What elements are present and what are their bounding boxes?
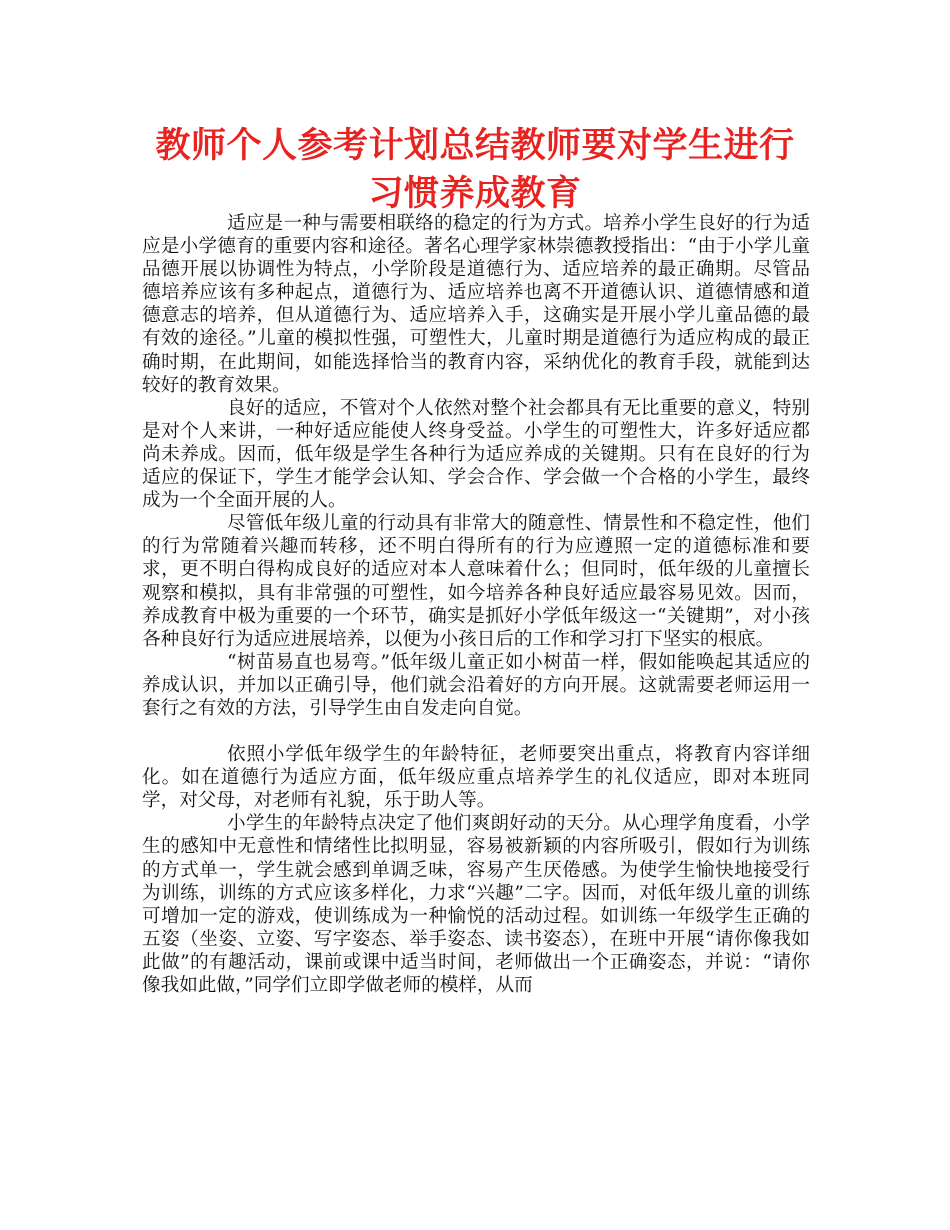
title-line-2: 习惯养成教育 — [368, 174, 582, 214]
paragraph: 小学生的年龄特点决定了他们爽朗好动的天分。从心理学角度看，小学生的感知中无意性和情绪性比拟明显，容易被新颖的内容所吸引，假如行为训练的方式单一，学生就会感到单调乏味，容易产生厌倦感。为使学生愉快地接受行为训练，训练的方式应该多样化，力求“兴趣”二字。因而，对低年级儿童的训练可增加一定的游戏，使训练成为一种愉悦的活动过程。如训练一年级学生正确的五姿（坐姿、立姿、写字姿态、举手姿态、读书姿态），在班中开展“请你像我如此做”的有趣活动，课前或课中适当时间，老师做出一个正确姿态，并说：“请你像我如此做，”同学们立即学做老师的模样，从而 — [142, 813, 810, 996]
paragraph: 良好的适应，不管对个人依然对整个社会都具有无比重要的意义，特别是对个人来讲，一种好适应能使人终身受益。小学生的可塑性大，许多好适应都尚未养成。因而，低年级是学生各种行为适应养成的关键期。只有在良好的行为适应的保证下，学生才能学会认知、学会合作、学会做一个合格的小学生，最终成为一个全面开展的人。 — [142, 397, 810, 512]
paragraph: 依照小学低年级学生的年龄特征，老师要突出重点，将教育内容详细化。如在道德行为适应方面，低年级应重点培养学生的礼仪适应，即对本班同学，对父母，对老师有礼貌，乐于助人等。 — [142, 744, 810, 812]
document-body — [142, 212, 810, 997]
paragraph: 适应是一种与需要相联络的稳定的行为方式。培养小学生良好的行为适应是小学德育的重要内容和途径。著名心理学家林崇德教授指出：“由于小学儿童品德开展以协调性为特点，小学阶段是道德行为、适应培养的最正确期。尽管品德培养应该有多种起点，道德行为、适应培养也离不开道德认识、道德情感和道德意志的培养，但从道德行为、适应培养入手，这确实是开展小学儿童品德的最有效的途径。”儿童的模拟性强，可塑性大，儿童时期是道德行为适应构成的最正确时期，在此期间，如能选择恰当的教育内容，采纳优化的教育手段，就能到达较好的教育效果。 — [142, 213, 810, 396]
paragraph: 尽管低年级儿童的行动具有非常大的随意性、情景性和不稳定性，他们的行为常随着兴趣而转移，还不明白得所有的行为应遵照一定的道德标准和要求，更不明白得构成良好的适应对本人意味着什么；但同时，低年级的儿童擅长观察和模拟，具有非常强的可塑性，如今培养各种良好适应最容易见效。因而，养成教育中极为重要的一个环节，确实是抓好小学低年级这一“关键期”，对小孩各种良好行为适应进展培养，以便为小孩日后的工作和学习打下坚实的根底。 — [142, 513, 810, 650]
title-line-1: 教师个人参考计划总结教师要对学生进行 — [155, 126, 795, 166]
paragraph: “树苗易直也易弯。”低年级儿童正如小树苗一样，假如能唤起其适应的养成认识，并加以正确引导，他们就会沿着好的方向开展。这就需要老师运用一套行之有效的方法，引导学生由自发走向自觉。 — [142, 651, 810, 719]
document-title — [130, 122, 820, 218]
